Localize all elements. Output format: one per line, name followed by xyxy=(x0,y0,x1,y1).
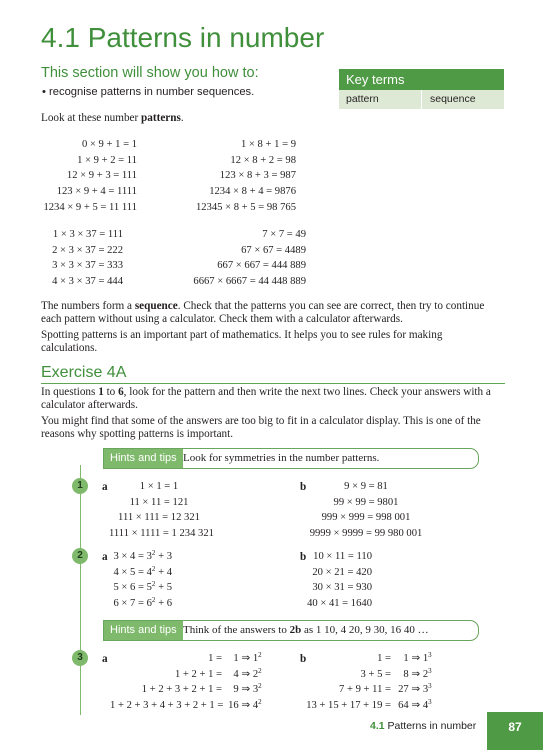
question-line: 9999 × 9999 = 99 980 001 xyxy=(309,528,423,540)
eq-exponent: 2 xyxy=(151,564,156,573)
eq-exponent: 2 xyxy=(258,698,262,707)
eq-exponent: 2 xyxy=(151,596,156,605)
footer-section xyxy=(370,720,476,732)
pattern-line: 12345 × 8 + 5 = 98 765 xyxy=(195,201,296,213)
ex-note-line2: reasons why spotting patterns is important. xyxy=(41,428,234,440)
pattern-set-3 xyxy=(45,227,123,290)
pattern-line: 667 × 667 = 444 889 xyxy=(217,260,306,272)
pattern-line: 1234 × 8 + 4 = 9876 xyxy=(209,186,296,198)
eq-exponent: 2 xyxy=(258,682,262,691)
eq-tail: + 5 xyxy=(155,582,172,594)
eq-res: 1 ⇒ 1 xyxy=(233,653,259,664)
question-line xyxy=(303,667,433,683)
eq-exponent: 3 xyxy=(428,698,432,707)
hint-text-bold: 2b xyxy=(289,624,302,636)
key-terms-divider xyxy=(421,90,422,109)
eq-result xyxy=(394,698,432,714)
question-line xyxy=(110,596,172,612)
eq-lhs: 3 × 4 = 3 xyxy=(113,551,152,562)
eq-result xyxy=(225,651,262,667)
objective-text: recognise patterns in number sequences. xyxy=(49,86,255,98)
question-line: 40 × 41 = 1640 xyxy=(307,598,372,610)
eq-res: 64 ⇒ 4 xyxy=(398,700,429,712)
question-line xyxy=(110,698,265,714)
question-1b-lines xyxy=(306,479,426,542)
question-number: 1 xyxy=(72,478,88,494)
p1-line2: each pattern without using a calculator. Check them with a calculator afterwards. xyxy=(41,313,403,325)
key-terms-row xyxy=(339,90,504,109)
spotting-paragraph xyxy=(41,329,506,355)
ex-intro-a: In questions xyxy=(41,386,99,398)
eq-exponent: 3 xyxy=(428,666,432,675)
question-line xyxy=(303,682,433,698)
question-line: 9 × 9 = 81 xyxy=(344,481,388,492)
ex-note-line1: You might find that some of the answers are too big to fit in a calculator display. This is one of the xyxy=(41,415,481,427)
question-line: 10 × 11 = 110 xyxy=(313,551,372,562)
intro-prefix: Look at these number xyxy=(41,112,142,124)
pattern-line: 2 × 3 × 37 = 222 xyxy=(52,244,123,256)
eq-res: 9 ⇒ 3 xyxy=(233,684,259,696)
key-term: sequence xyxy=(430,93,476,105)
question-1a-lines xyxy=(109,479,214,542)
question-line: 999 × 999 = 998 001 xyxy=(321,512,411,524)
pattern-line: 1234 × 9 + 5 = 11 111 xyxy=(43,201,137,213)
pattern-line: 67 × 67 = 4489 xyxy=(241,244,306,256)
question-line: 99 × 99 = 9801 xyxy=(333,496,399,508)
exercise-rule xyxy=(41,383,505,384)
question-number: 2 xyxy=(72,548,88,564)
eq-result xyxy=(394,667,432,683)
eq-tail: + 6 xyxy=(155,598,172,610)
question-line: 11 × 11 = 121 xyxy=(129,496,189,508)
hint-box xyxy=(103,448,479,469)
eq-result xyxy=(394,682,432,698)
eq-exponent: 2 xyxy=(258,651,262,659)
question-line xyxy=(303,698,433,714)
pattern-line: 1 × 8 + 1 = 9 xyxy=(240,139,296,150)
ex-intro-b: , look for the pattern and then write the next two lines. Check your answers with a xyxy=(123,386,491,398)
question-line xyxy=(110,580,172,596)
question-connector-line xyxy=(80,465,81,715)
eq-lhs: 7 + 9 + 11 = xyxy=(339,684,391,696)
question-2b-lines xyxy=(306,549,372,612)
hint-text-a: Think of the answers to xyxy=(183,624,290,636)
p1-bold: sequence xyxy=(134,300,178,312)
sequence-paragraph xyxy=(41,300,506,326)
eq-res: 4 ⇒ 2 xyxy=(233,668,259,680)
intro-bold: patterns xyxy=(141,112,181,124)
question-line xyxy=(110,565,172,581)
eq-res: 8 ⇒ 2 xyxy=(403,668,429,680)
p2-line1: Spotting patterns is an important part of mathematics. It helps you to see rules for making xyxy=(41,329,443,341)
ex-intro-q1: 1 xyxy=(98,386,104,398)
question-line xyxy=(110,549,172,565)
eq-exponent: 3 xyxy=(428,651,432,659)
intro-suffix: . xyxy=(180,112,184,124)
pattern-set-1 xyxy=(40,137,137,216)
eq-res: 27 ⇒ 3 xyxy=(398,684,429,696)
p1-prefix: The numbers form a xyxy=(41,300,135,312)
question-3a-lines xyxy=(110,651,265,714)
question-line xyxy=(110,682,265,698)
question-3b-lines xyxy=(303,651,433,714)
eq-tail: + 3 xyxy=(155,551,172,562)
question-number: 3 xyxy=(72,650,88,666)
eq-lhs: 1 + 2 + 3 + 2 + 1 = xyxy=(141,684,222,696)
eq-lhs: 1 = xyxy=(377,653,391,664)
hint-box xyxy=(103,620,479,641)
eq-exponent: 2 xyxy=(151,580,156,589)
key-term: pattern xyxy=(346,93,379,105)
eq-lhs: 1 + 2 + 3 + 4 + 3 + 2 + 1 = xyxy=(110,700,224,712)
eq-tail: + 4 xyxy=(155,566,172,578)
page-title: 4.1 Patterns in number xyxy=(41,22,325,53)
pattern-line: 6667 × 6667 = 44 448 889 xyxy=(193,276,306,288)
part-label: a xyxy=(102,551,108,563)
eq-exponent: 2 xyxy=(151,549,156,557)
footer-section-name: Patterns in number xyxy=(384,720,477,732)
hint-label: Hints and tips xyxy=(104,621,183,640)
question-line: 111 × 111 = 12 321 xyxy=(118,512,200,524)
question-2a-lines xyxy=(110,549,172,612)
question-line: 20 × 21 = 420 xyxy=(312,566,372,578)
ex-intro-line2: calculator afterwards. xyxy=(41,399,138,411)
eq-lhs: 6 × 7 = 6 xyxy=(113,598,152,610)
pattern-line: 12 × 9 + 3 = 111 xyxy=(66,170,137,182)
hint-text: Look for symmetries in the number patterns. xyxy=(183,452,380,464)
eq-lhs: 13 + 15 + 17 + 19 = xyxy=(306,700,391,712)
eq-lhs: 4 × 5 = 4 xyxy=(113,566,152,578)
question-line: 1 × 1 = 1 xyxy=(139,481,179,492)
key-terms-heading: Key terms xyxy=(339,69,504,90)
intro-text xyxy=(41,112,184,125)
exercise-note xyxy=(41,415,511,441)
pattern-set-2 xyxy=(190,137,296,216)
pattern-line: 4 × 3 × 37 = 444 xyxy=(52,276,123,288)
eq-lhs: 1 + 2 + 1 = xyxy=(174,668,222,680)
pattern-line: 3 × 3 × 37 = 333 xyxy=(52,260,123,272)
eq-exponent: 3 xyxy=(428,682,432,691)
pattern-line: 1 × 3 × 37 = 111 xyxy=(52,229,123,240)
section-subtitle: This section will show you how to: xyxy=(41,65,259,81)
exercise-instructions xyxy=(41,386,511,412)
hint-text-b: as 1 10, 4 20, 9 30, 16 40 … xyxy=(301,624,429,636)
question-line xyxy=(110,651,265,667)
eq-lhs: 1 = xyxy=(208,653,222,664)
pattern-line: 7 × 7 = 49 xyxy=(262,229,306,240)
part-label: b xyxy=(300,653,307,665)
pattern-line: 123 × 8 + 3 = 987 xyxy=(219,170,296,182)
eq-result xyxy=(225,682,262,698)
eq-lhs: 5 × 6 = 5 xyxy=(113,582,152,594)
eq-result xyxy=(394,651,432,667)
pattern-line: 12 × 8 + 2 = 98 xyxy=(230,154,296,166)
p1-line1: . Check that the patterns you can see are correct, then try to continue xyxy=(177,300,485,312)
pattern-set-4 xyxy=(190,227,306,290)
eq-result xyxy=(225,698,262,714)
part-label: a xyxy=(102,481,108,493)
eq-res: 16 ⇒ 4 xyxy=(228,700,259,712)
page-number: 87 xyxy=(487,712,543,750)
hint-text xyxy=(183,621,429,640)
eq-result xyxy=(225,667,262,683)
hint-label: Hints and tips xyxy=(104,449,183,468)
eq-exponent: 2 xyxy=(258,666,262,675)
question-line xyxy=(110,667,265,683)
eq-lhs: 3 + 5 = xyxy=(360,668,391,680)
question-line: 30 × 31 = 930 xyxy=(312,582,372,594)
footer-section-number: 4.1 xyxy=(370,720,385,732)
question-line xyxy=(303,651,433,667)
objective-item: • recognise patterns in number sequences. xyxy=(42,86,255,98)
exercise-title: Exercise 4A xyxy=(41,364,127,381)
pattern-line: 0 × 9 + 1 = 1 xyxy=(81,139,137,150)
pattern-line: 123 × 9 + 4 = 1111 xyxy=(56,186,137,198)
pattern-line: 1 × 9 + 2 = 11 xyxy=(77,154,137,166)
question-line: 1111 × 1111 = 1 234 321 xyxy=(109,528,214,540)
part-label: a xyxy=(102,653,108,665)
ex-intro-to: to xyxy=(103,386,119,398)
p2-line2: calculations. xyxy=(41,342,98,354)
ex-intro-q6: 6 xyxy=(118,386,124,398)
part-label: b xyxy=(300,551,307,563)
part-label: b xyxy=(300,481,307,493)
eq-res: 1 ⇒ 1 xyxy=(403,653,429,664)
